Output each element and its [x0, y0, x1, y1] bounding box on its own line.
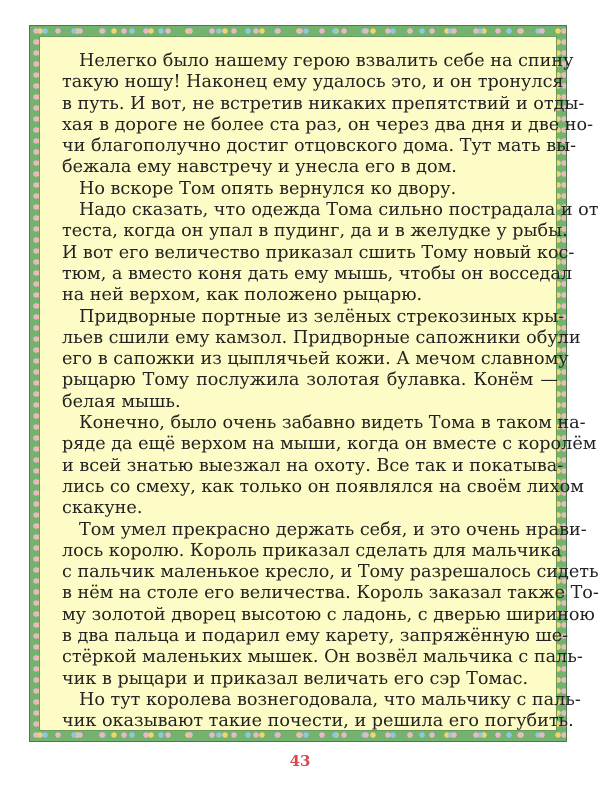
- text-line: и всей знатью выезжал на охоту. Все так и покатыва-: [62, 455, 564, 476]
- paragraph: [62, 519, 599, 690]
- paragraph: [62, 306, 581, 413]
- text-line: белая мышь.: [62, 391, 181, 412]
- text-line: теста, когда он упал в пудинг, да и в желудке у рыбы.: [62, 221, 568, 242]
- text-line: Том умел прекрасно держать себя, и это очень нрави-: [79, 519, 587, 540]
- text-line: лись со смеху, как только он появлялся на своём лихом: [62, 476, 584, 497]
- page-number: 43: [289, 752, 311, 770]
- paragraph: [62, 200, 599, 306]
- text-panel: [39, 36, 599, 732]
- text-line: И вот его величество приказал сшить Тому новый кос-: [62, 242, 575, 263]
- paragraph: [62, 689, 581, 733]
- text-line: лось королю. Король приказал сделать для мальчика: [62, 540, 562, 561]
- paragraph: [62, 413, 597, 519]
- text-line: с пальчик маленькое кресло, и Тому разрешалось сидеть: [62, 562, 599, 583]
- text-line: такую ношу! Наконец ему удалось это, и он тронулся: [62, 72, 564, 93]
- text-line: стёркой маленьких мышек. Он возвёл мальчика с паль-: [62, 647, 583, 668]
- text-line: Конечно, было очень забавно видеть Тома в таком на-: [79, 413, 586, 434]
- decorative-border: [29, 25, 599, 742]
- text-line: Нелегко было нашему герою взвалить себе на спину: [79, 51, 574, 71]
- text-line: чик оказывают такие почести, и решила его погубить.: [62, 711, 574, 732]
- text-line: Но тут королева вознегодовала, что мальчику с паль-: [79, 689, 581, 710]
- text-line: рыцарю Тому послужила золотая булавка. Конём —: [62, 370, 558, 391]
- text-line: в путь. И вот, не встретив никаких препятствий и отды-: [62, 93, 585, 114]
- text-line: му золотой дворец высотою с ладонь, с дверью шириною: [62, 604, 595, 625]
- text-line: скакуне.: [62, 498, 143, 519]
- text-line: ряде да ещё верхом на мыши, когда он вместе с королём: [62, 434, 597, 455]
- text-line: Придворные портные из зелёных стрекозиных кры-: [79, 306, 565, 327]
- text-line: в нём на столе его величества. Король заказал также То-: [62, 583, 599, 604]
- text-line: хая в дороге не более ста раз, он через два дня и две но-: [62, 114, 594, 135]
- paragraph: [62, 179, 558, 200]
- text-line: тюм, а вместо коня дать ему мышь, чтобы он восседал: [62, 263, 573, 284]
- text-line: Но вскоре Том опять вернулся ко двору.: [79, 178, 457, 199]
- text-line: Надо сказать, что одежда Тома сильно пострадала и от: [79, 200, 599, 221]
- text-line: чик в рыцари и приказал величать его сэр Томас.: [62, 668, 529, 689]
- story-text: [62, 51, 599, 733]
- text-line: в два пальца и подарил ему карету, запряжённую ше-: [62, 626, 569, 647]
- text-line: бежала ему навстречу и унесла его в дом.: [62, 157, 457, 178]
- text-line: на ней верхом, как положено рыцарю.: [62, 285, 423, 306]
- text-line: льев сшили ему камзол. Придворные сапожники обули: [62, 327, 581, 348]
- paragraph: [62, 51, 594, 179]
- text-line: его в сапожки из цыплячьей кожи. А мечом славному: [62, 349, 569, 370]
- text-line: чи благополучно достиг отцовского дома. Тут мать вы-: [62, 136, 577, 157]
